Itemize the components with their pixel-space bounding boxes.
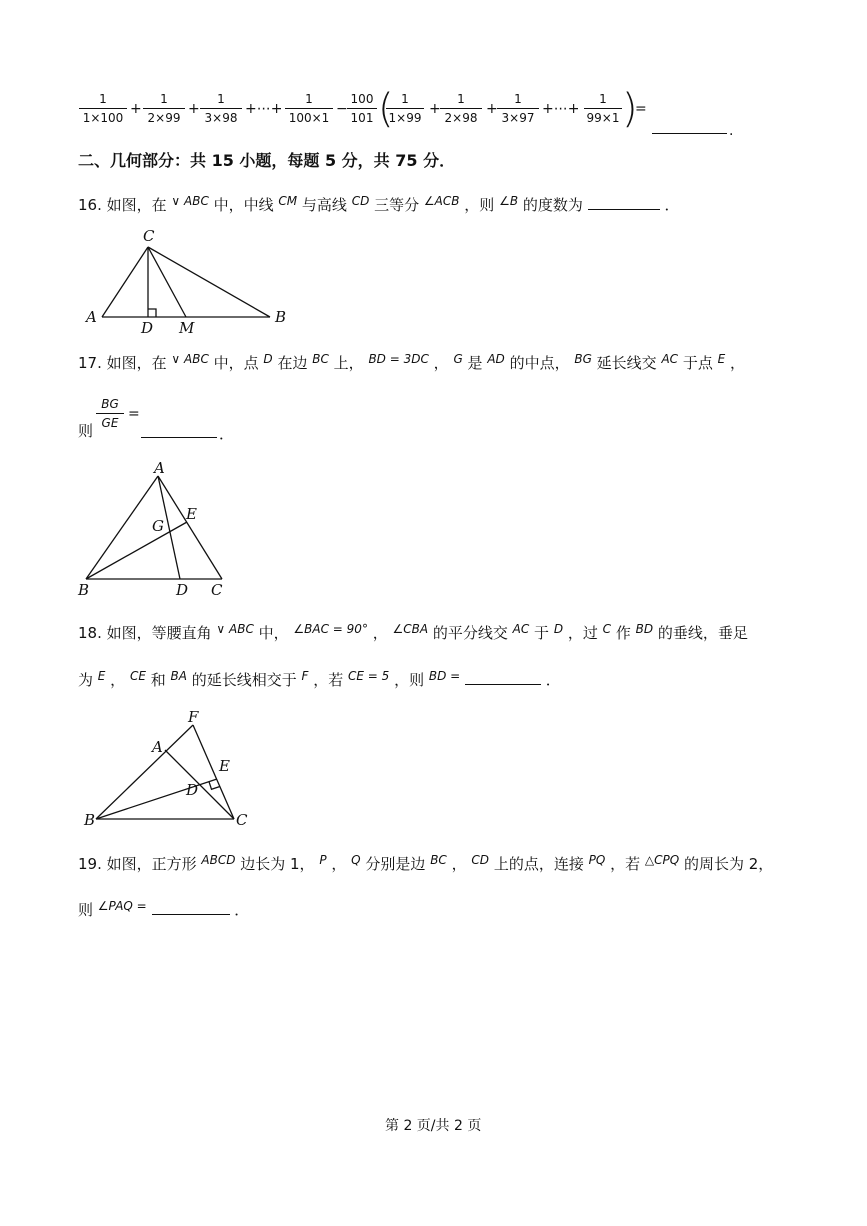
q17-prefix: 则 [78, 422, 94, 440]
plus-sign: + [429, 101, 441, 117]
label-c: C [211, 581, 223, 599]
plus-sign: + [188, 101, 200, 117]
line-be [96, 779, 217, 819]
fraction-3: $\frac{1}{3\times 98}$ [200, 93, 242, 124]
answer-blank[interactable] [652, 133, 727, 134]
fraction-7: $\frac{1}{2\times 98}$ [440, 93, 482, 124]
answer-blank[interactable] [152, 914, 230, 915]
side-ac [102, 247, 148, 317]
label-d: D [141, 319, 154, 337]
section-title: 二、几何部分：共 15 小题，每题 5 分，共 75 分． [78, 151, 456, 170]
side-ab [86, 476, 158, 579]
fraction-2: $\frac{1}{2\times 99}$ [143, 93, 185, 124]
fraction-1: $\frac{1}{1\times 100}$ [79, 93, 127, 124]
answer-blank[interactable] [465, 684, 541, 685]
label-e: E [219, 757, 230, 775]
page-footer: 第 2 页/共 2 页 [385, 1118, 482, 1134]
right-angle-mark [148, 309, 156, 317]
fraction-6: $\frac{1}{1\times 99}$ [386, 93, 424, 124]
label-d: D [186, 781, 199, 799]
fraction-bg-ge: $\frac{BG}{GE}$ [96, 398, 124, 429]
plus-sign: + [130, 101, 142, 117]
left-paren: ( [378, 86, 394, 132]
label-c: C [236, 811, 248, 829]
equals-sign: = [128, 406, 140, 422]
plus-sign: + [486, 101, 498, 117]
minus-sign: − [336, 101, 348, 117]
label-d: D [176, 581, 189, 599]
question-19: 19. 如图，正方形 $^{ABCD}$ 边长为 1， $^P$ ， $^Q$ 分别是边 $^{BC}$ ， $^{CD}$ 上的点，连接 $^{PQ}$ ，若 $^{\triangle CPQ}$ 的周长为 2， [78, 853, 774, 873]
ellipsis-sign: +⋯+ [245, 101, 283, 117]
figure-16 [80, 225, 300, 337]
fraction-8: $\frac{1}{3\times 97}$ [497, 93, 539, 124]
side-ac [158, 476, 222, 579]
period: ． [219, 425, 235, 443]
question-18-line-2: 为 $^E$ ， $^{CE}$ 和 $^{BA}$ 的延长线相交于 $^F$ ，若 $^{CE = 5}$ ，则 $^{BD =}$ ． [78, 669, 561, 689]
label-a: A [154, 459, 165, 477]
answer-blank[interactable] [588, 209, 660, 210]
label-b: B [84, 811, 96, 829]
label-c: C [143, 227, 155, 245]
fraction-5: $\frac{100}{101}$ [347, 93, 377, 124]
right-paren: ) [622, 86, 638, 132]
question-18: 18. 如图，等腰直角 $^{\vee ABC}$ 中， $^{\angle BAC = 90^\circ}$ ， $^{\angle CBA}$ 的平分线交 $^{AC}$ 于 $^D$ ，过 $^C$ 作 $^{BD}$ 的垂线，垂足 [78, 622, 748, 642]
figure-17 [72, 455, 242, 605]
equals-sign: = [635, 101, 647, 117]
figure-18 [78, 705, 258, 835]
period: . [729, 123, 734, 139]
label-b: B [78, 581, 90, 599]
line-bf [96, 725, 193, 819]
label-g: G [152, 517, 164, 535]
label-a: A [152, 738, 163, 756]
fraction-9: $\frac{1}{99\times 1}$ [584, 93, 622, 124]
label-f: F [188, 708, 199, 726]
question-17: 17. 如图，在 $^{\vee ABC}$ 中，点 $^D$ 在边 $^{BC}$ 上， $^{BD = 3DC}$ ， $^G$ 是 $^{AD}$ 的中点， $^{BG}$ 延长线交 $^{AC}$ 于点 $^E$ ， [78, 352, 746, 372]
question-16: 16. 如图，在 $^{\vee ABC}$ 中，中线 $^{CM}$ 与高线 $^{CD}$ 三等分 $^{\angle ACB}$ ，则 $^{\angle B}$ 的度数为 ． [78, 194, 680, 214]
segment-be [86, 522, 187, 579]
label-a: A [86, 308, 97, 326]
question-19-line-2: 则 $^{\angle PAQ =}$ ． [78, 899, 250, 919]
label-b: B [275, 308, 287, 326]
ellipsis-sign: +⋯+ [542, 101, 580, 117]
label-e: E [186, 505, 197, 523]
fraction-4: $\frac{1}{100\times 1}$ [285, 93, 333, 124]
answer-blank[interactable] [141, 437, 217, 438]
label-m: M [179, 319, 195, 337]
